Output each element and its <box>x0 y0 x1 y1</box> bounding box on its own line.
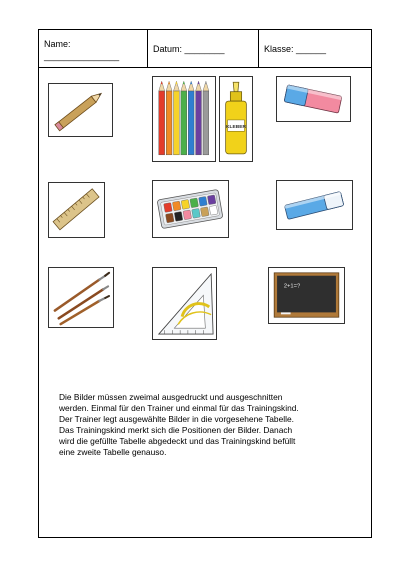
picture-colored-pencils <box>152 76 216 162</box>
paint-pan <box>192 208 201 218</box>
instruction-line: Das Trainingskind merkt sich die Positionen der Bilder. Danach <box>59 425 293 435</box>
picture-chalkboard <box>268 267 345 324</box>
instruction-line: wird die gefüllte Tabelle abgedeckt und das Trainingskind befüllt <box>59 436 296 446</box>
paintbrushes-icon <box>49 268 113 327</box>
glue-label: KLEBER <box>225 124 247 130</box>
chalkboard-text: 2+1=? <box>283 283 301 290</box>
picture-ruler <box>48 182 105 238</box>
paint-pan <box>165 213 174 223</box>
instruction-line: Die Bilder müssen zweimal ausgedruckt und ausgeschnitten <box>59 392 283 402</box>
blue-eraser-icon <box>277 181 352 229</box>
instruction-line: eine zweite Tabelle genauso. <box>59 447 167 457</box>
name-line: _______________ <box>44 51 120 61</box>
name-cell <box>39 30 148 67</box>
paint-pan <box>209 205 218 215</box>
colored-pencil <box>181 81 187 155</box>
paint-pan <box>181 200 190 210</box>
colored-pencil <box>166 81 172 155</box>
date-cell <box>148 30 259 67</box>
picture-pencil <box>48 83 113 137</box>
paint-pan <box>190 198 199 208</box>
colored-pencil <box>196 81 202 155</box>
paint-pan <box>172 201 181 211</box>
picture-paint-box <box>152 180 229 238</box>
instructions-text <box>59 392 359 458</box>
paint-pan <box>200 207 209 217</box>
glue-bottle-icon <box>220 77 252 161</box>
picture-set-square <box>152 267 217 340</box>
colored-pencils-icon <box>153 77 215 161</box>
picture-paintbrushes <box>48 267 114 328</box>
eraser-icon <box>277 77 350 121</box>
paint-pan <box>183 210 192 220</box>
instruction-line: werden. Einmal für den Trainer und einmal für das Trainingskind. <box>59 403 299 413</box>
date-label: Datum: ________ <box>153 44 225 54</box>
paint-pan <box>199 196 208 206</box>
class-cell <box>259 30 371 67</box>
instruction-line: Der Trainer legt ausgewählte Bilder in die vorgesehene Tabelle. <box>59 414 294 424</box>
name-label: Name: <box>44 39 71 49</box>
picture-glue <box>219 76 253 162</box>
colored-pencil <box>174 81 180 155</box>
colored-pencil <box>159 81 165 155</box>
class-label: Klasse: ______ <box>264 44 327 54</box>
colored-pencil <box>188 81 194 155</box>
colored-pencil <box>203 81 209 155</box>
worksheet <box>38 29 372 538</box>
header-table <box>39 30 371 68</box>
paint-pan <box>164 203 173 213</box>
watercolor-paint-box-icon <box>153 181 228 237</box>
paint-pan <box>174 212 183 222</box>
picture-eraser <box>276 76 351 122</box>
chalkboard-icon <box>269 268 344 323</box>
paint-pan <box>207 195 216 205</box>
picture-blue-eraser <box>276 180 353 230</box>
set-square-icon <box>153 268 216 339</box>
pencil-icon <box>49 84 112 136</box>
ruler-icon <box>49 183 104 237</box>
